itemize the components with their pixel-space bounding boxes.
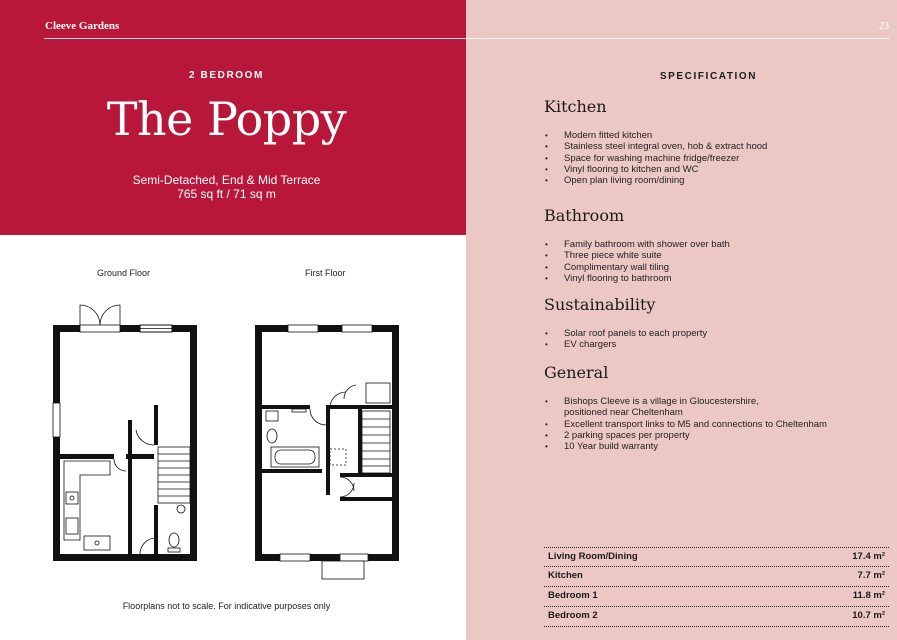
ground-floor-side-window: [53, 403, 60, 437]
spec-item: • Stainless steel integral oven, hob & extract hood: [544, 141, 884, 152]
room-name: Bedroom 2: [548, 610, 598, 621]
spec-list: [544, 396, 884, 452]
spec-item: • Vinyl flooring to kitchen and WC: [544, 164, 884, 175]
room-dimensions-table: [544, 547, 889, 627]
first-floor-bottom-window-left: [280, 554, 310, 561]
first-floor-top-window-left: [288, 325, 318, 332]
room-row: [544, 567, 889, 587]
spec-section-general: [544, 363, 884, 452]
spec-item: • Family bathroom with shower over bath: [544, 239, 884, 250]
ground-floor-door-swings: [114, 430, 156, 554]
specification-heading: SPECIFICATION: [659, 71, 758, 82]
spec-item: • Space for washing machine fridge/freezer: [544, 153, 884, 164]
spec-item: • EV chargers: [544, 339, 884, 350]
ground-floor-outer-walls: [53, 325, 197, 561]
spec-item: • Solar roof panels to each property: [544, 328, 884, 339]
first-floor-door-swings: [310, 385, 356, 497]
spec-item: • Open plan living room/dining: [544, 175, 884, 186]
house-type-title: The Poppy: [106, 92, 347, 146]
spec-section-sustainability: [544, 295, 884, 351]
floor-area: 765 sq ft / 71 sq m: [177, 187, 276, 201]
spec-item: • Complimentary wall tiling: [544, 262, 884, 273]
first-floor-top-window-right: [342, 325, 372, 332]
spec-list: [544, 328, 884, 351]
room-name: Kitchen: [548, 570, 583, 581]
first-floor-bay: [322, 561, 364, 579]
room-area: 11.8 m²: [852, 590, 885, 601]
room-area: 7.7 m²: [857, 570, 885, 581]
french-doors-swing: [80, 305, 120, 325]
room-area: 10.7 m²: [852, 610, 885, 621]
room-name: Living Room/Dining: [548, 551, 638, 562]
french-doors-opening: [80, 325, 120, 332]
spec-section-title: Bathroom: [544, 206, 625, 225]
spec-item-continuation: positioned near Cheltenham: [564, 407, 683, 419]
bedroom-count: 2 BEDROOM: [189, 70, 264, 81]
spec-section-kitchen: [544, 97, 884, 186]
brand-name: Cleeve Gardens: [45, 20, 120, 32]
ground-floor-wc: [168, 505, 185, 552]
room-area: 17.4 m²: [852, 551, 885, 562]
spec-item: • Modern fitted kitchen: [544, 130, 884, 141]
kitchen-units: [64, 461, 110, 550]
floorplan-disclaimer: Floorplans not to scale. For indicative purposes only: [122, 601, 331, 611]
spec-item: • Excellent transport links to M5 and connections to Cheltenham: [544, 419, 884, 430]
first-floor-plan: [255, 325, 399, 579]
ground-floor-top-wall: [120, 325, 140, 332]
spec-section-bathroom: [544, 206, 884, 284]
spec-section-title: Kitchen: [544, 97, 607, 116]
spec-list: [544, 239, 884, 284]
spec-section-title: General: [544, 363, 609, 382]
room-row: [544, 547, 889, 567]
spec-item: • Vinyl flooring to bathroom: [544, 273, 884, 284]
room-row: [544, 607, 889, 627]
ground-floor-stairs: [158, 447, 190, 503]
ground-floor-plan: [53, 305, 197, 561]
ground-floor-internal-wall: [60, 454, 114, 459]
property-types: Semi-Detached, End & Mid Terrace: [132, 173, 321, 187]
first-floor-label: First Floor: [305, 268, 346, 278]
spec-section-title: Sustainability: [544, 295, 656, 314]
first-floor-stairs: [362, 383, 390, 473]
first-floor-bottom-window-right: [340, 554, 368, 561]
floorplan-drawings: [0, 0, 466, 600]
spec-item: • 2 parking spaces per property: [544, 430, 884, 441]
first-floor-bathroom: [266, 409, 346, 467]
ground-floor-label: Ground Floor: [97, 268, 151, 278]
page-number: 23: [879, 21, 889, 32]
spec-item: • 10 Year build warranty: [544, 441, 884, 452]
spec-item: • Three piece white suite: [544, 250, 884, 261]
spec-list: [544, 130, 884, 186]
room-row: [544, 587, 889, 607]
spec-item: • Bishops Cleeve is a village in Gloucestershire,: [544, 396, 884, 407]
room-name: Bedroom 1: [548, 590, 598, 601]
